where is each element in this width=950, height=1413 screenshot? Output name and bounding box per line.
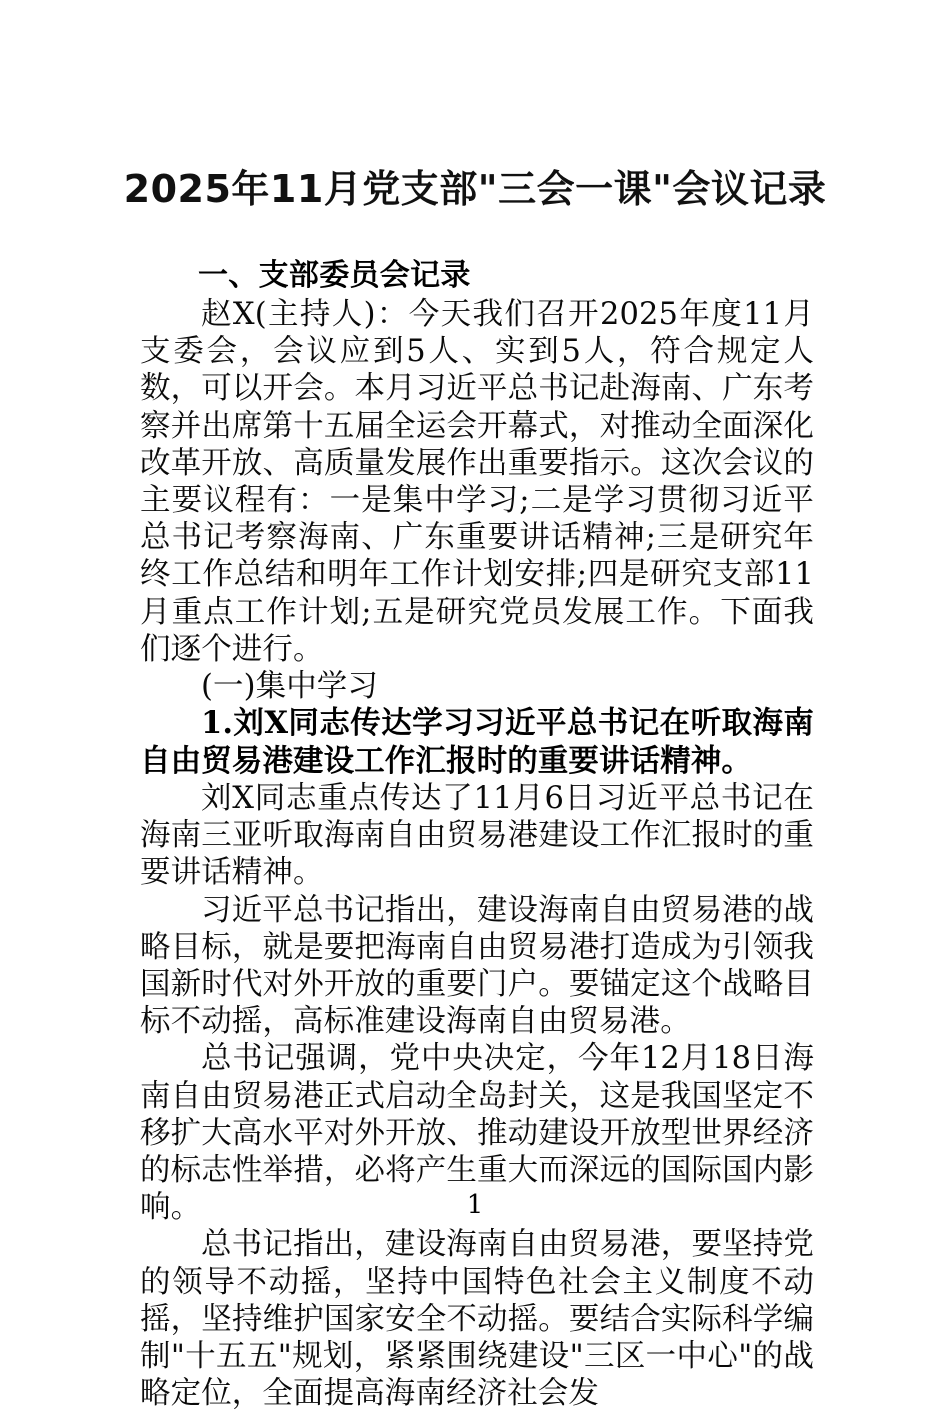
paragraph-party-leadership: 总书记指出，建设海南自由贸易港，要坚持党的领导不动摇，坚持中国特色社会主义制度不动摇，坚持维护国家安全不动摇。要结合实际科学编制"十五五"规划，紧紧围绕建设"三区一中心"的战略定位，全面提高海南经济社会发 [140,1227,814,1412]
paragraph-island-closure: 总书记强调，党中央决定，今年12月18日海南自由贸易港正式启动全岛封关，这是我国坚定不移扩大高水平对外开放、推动建设开放型世界经济的标志性举措，必将产生重大而深远的国际国内影响。 [140,1041,814,1226]
body-text-block [140,255,814,1413]
page-number: 1 [466,1190,484,1220]
paragraph-opening-remarks: 赵X(主持人)：今天我们召开2025年度11月支委会，会议应到5人、实到5人，符合规定人数，可以开会。本月习近平总书记赴海南、广东考察并出席第十五届全运会开幕式，对推动全面深化改革开放、高质量发展作出重要指示。这次会议的主要议程有：一是集中学习;二是学习贯彻习近平总书记考察海南、广东重要讲话精神;三是研究年终工作总结和明年工作计划安排;四是研究支部11月重点工作计划;五是研究党员发展工作。下面我们逐个进行。 [140,297,814,667]
page-title: 2025年11月党支部"三会一课"会议记录 [123,167,827,211]
paragraph-strategic-goal: 习近平总书记指出，建设海南自由贸易港的战略目标，就是要把海南自由贸易港打造成为引领我国新时代对外开放的重要门户。要锚定这个战略目标不动摇，高标准建设海南自由贸易港。 [140,892,814,1040]
subsection-label-group-study: (一)集中学习 [201,669,378,705]
item-heading-1: 1.刘X同志传达学习习近平总书记在听取海南自由贸易港建设工作汇报时的重要讲话精神。 [140,705,814,779]
section-heading-1: 一、支部委员会记录 [198,258,471,293]
paragraph-liu-relay: 刘X同志重点传达了11月6日习近平总书记在海南三亚听取海南自由贸易港建设工作汇报时的重要讲话精神。 [140,781,814,891]
